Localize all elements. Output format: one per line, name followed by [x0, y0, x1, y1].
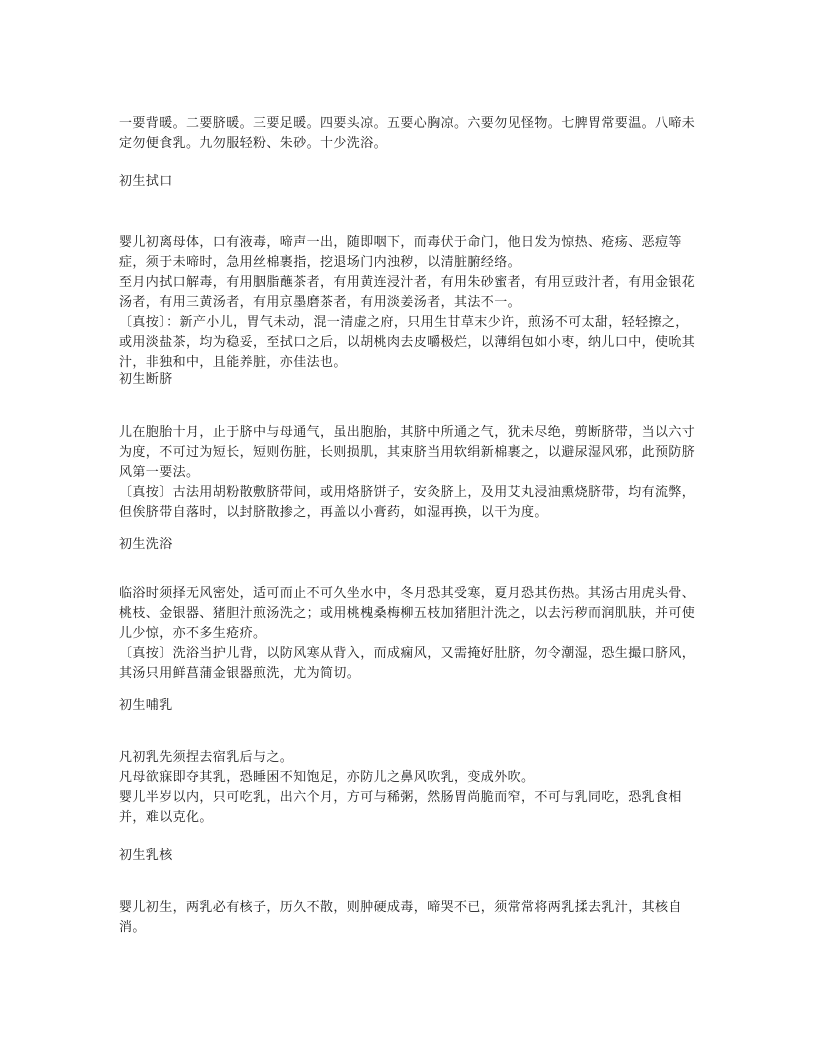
- paragraph: 凡母欲寐即夺其乳，恐睡困不知饱足，亦防儿之鼻风吹乳，变成外吹。: [119, 770, 535, 785]
- section-body: [119, 233, 701, 373]
- section-body: [119, 748, 701, 828]
- intro-text: 一要背暖。二要脐暖。三要足暖。四要头凉。五要心胸凉。六要勿见怪物。七脾胃常要温。八啼未定勿便食乳。九勿服轻粉、朱砂。十少洗浴。: [119, 116, 696, 151]
- paragraph: 婴儿半岁以内，只可吃乳，出六个月，方可与稀粥，然肠胃尚脆而窄，不可与乳同吃，恐乳食相并，难以克化。: [119, 790, 682, 825]
- section-body: [119, 423, 701, 523]
- section-heading: 初生乳核: [119, 848, 173, 863]
- intro-paragraph: [119, 114, 701, 154]
- section-heading: 初生断脐: [119, 372, 173, 387]
- section-body: [119, 898, 701, 938]
- paragraph: 至月内拭口解毒，有用胭脂蘸茶者，有用黄连浸汁者，有用朱砂蜜者，有用豆豉汁者，有用金银花汤者，有用三黄汤者，有用京墨磨茶者，有用淡姜汤者，其法不一。: [119, 275, 696, 310]
- section-heading: 初生哺乳: [119, 698, 173, 713]
- paragraph: 婴儿初生，两乳必有核子，历久不散，则肿硬成毒，啼哭不已，须常常将两乳揉去乳汁，其核自消。: [119, 900, 682, 935]
- paragraph: 凡初乳先须捏去宿乳后与之。: [119, 750, 294, 765]
- paragraph: 〔真按〕洗浴当护儿背，以防风寒从背入，而成痫风，又需掩好肚脐，勿令潮湿，恐生撮口脐风，其汤只用鲜菖蒲金银器煎洗，尤为简切。: [119, 646, 696, 681]
- section-heading: 初生洗浴: [119, 537, 173, 552]
- section-heading: 初生拭口: [119, 174, 173, 189]
- section-body: [119, 584, 701, 684]
- paragraph: 婴儿初离母体，口有液毒，啼声一出，随即咽下，而毒伏于命门，他日发为惊热、疮疡、恶痘等症，须于未啼时，急用丝棉裹指，挖退场门内浊秽，以清脏腑经络。: [119, 235, 682, 270]
- paragraph: 临浴时须择无风密处，适可而止不可久坐水中，冬月恐其受寒，夏月恐其伤热。其汤古用虎头骨、桃枝、金银器、猪胆汁煎汤洗之；或用桃槐桑梅柳五枝加猪胆汁洗之，以去污秽而润肌肤，并可使儿少惊，亦不多生疮疥。: [119, 586, 696, 641]
- paragraph: 儿在胞胎十月，止于脐中与母通气，虽出胞胎，其脐中所通之气，犹未尽绝，剪断脐带，当以六寸为度，不可过为短长，短则伤脏，长则损肌，其束脐当用软绢新棉裹之，以避尿湿风邪，此预防脐风第一要法。: [119, 425, 696, 480]
- paragraph: 〔真按〕：新产小儿，胃气未动，混一清虚之府，只用生甘草末少许，煎汤不可太甜，轻轻擦之，或用淡盐茶，均为稳妥，至拭口之后，以胡桃肉去皮嚼极烂，以薄绢包如小枣，纳儿口中，使吮其汁，非独和中，且能养脏，亦佳法也。: [119, 315, 696, 370]
- paragraph: 〔真按〕古法用胡粉散敷脐带间，或用烙脐饼子，安灸脐上，及用艾丸浸油熏烧脐带，均有流弊，但俟脐带自落时，以封脐散掺之，再盖以小膏药，如湿再换，以干为度。: [119, 485, 696, 520]
